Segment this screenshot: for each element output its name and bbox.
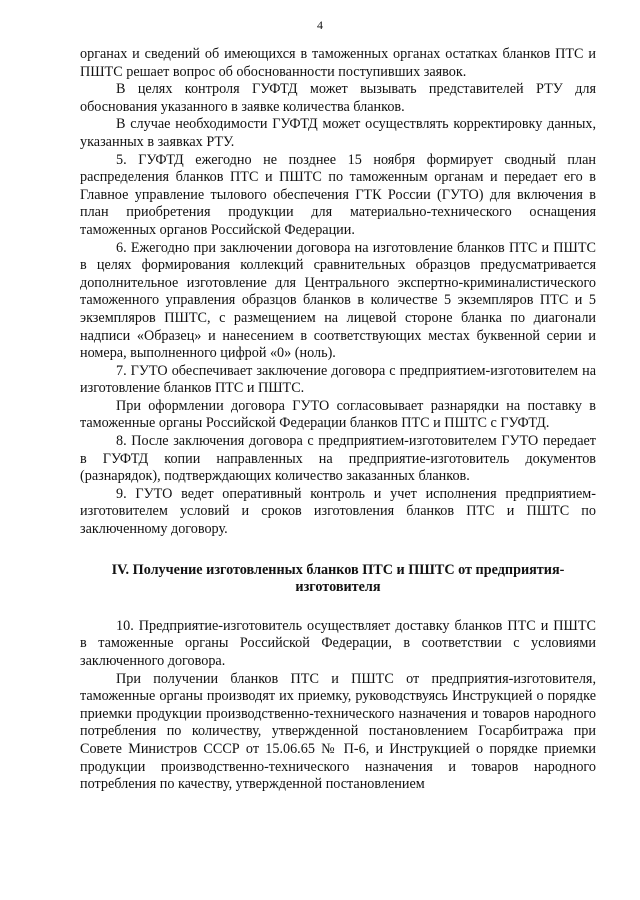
paragraph-item-5: 5. ГУФТД ежегодно не позднее 15 ноября формирует сводный план распределения бланков ПТС и ПШТС по таможенным органам и передает его в Главное управление тылового обеспечения ГТК России (ГУТО) для включения в план приобретения продукции для материально-технического оснащения таможенных органов Российской Федерации. (80, 151, 596, 238)
section-heading: IV. Получение изготовленных бланков ПТС и ПШТС от предприятия-изготовителя (111, 561, 565, 596)
paragraph: В целях контроля ГУФТД может вызывать представителей РТУ для обоснования указанного в заявке количества бланков. (80, 81, 596, 115)
paragraph-item-9: 9. ГУТО ведет оперативный контроль и учет исполнения предприятием-изготовителем условий и сроков изготовления бланков ПТС и ПШТС по заключенному договору. (80, 485, 596, 538)
paragraph-item-6: 6. Ежегодно при заключении договора на изготовление бланков ПТС и ПШТС в целях формирования коллекций сравнительных образцов предусматривается дополнительное изготовление для Центрального экспертно-криминалистического таможенного управления образцов бланков в количестве 5 экземпляров ПТС и 5 экземпляров ПШТС, с размещением на лицевой стороне бланка по диагонали надписи «Образец» и нанесением в соответствующих местах буквенной серии и номера, выполненного цифрой «0» (ноль). (80, 239, 596, 362)
paragraph-item-10: 10. Предприятие-изготовитель осуществляет доставку бланков ПТС и ПШТС в таможенные органы Российской Федерации, в соответствии с условиями заключенного договора. (80, 617, 596, 669)
paragraph: В случае необходимости ГУФТД может осуществлять корректировку данных, указанных в заявках РТУ. (80, 116, 596, 150)
paragraph-continuation: органах и сведений об имеющихся в таможенных органах остатках бланков ПТС и ПШТС решает вопрос об обоснованности поступивших заявок. (80, 46, 596, 80)
paragraph: При получении бланков ПТС и ПШТС от предприятия-изготовителя, таможенные органы производят их приемку, руководствуясь Инструкцией о порядке приемки продукции производственно-технического назначения и товаров народного потребления по количеству, утвержденной постановлением Госарбитража при Совете Министров СССР от 15.06.65 № П-6, и Инструкцией о порядке приемки продукции производственно-технического назначения и товаров народного потребления по качеству, утвержденной постановлением (80, 670, 596, 793)
paragraph-item-7: 7. ГУТО обеспечивает заключение договора с предприятием-изготовителем на изготовление бланков ПТС и ПШТС. (80, 362, 596, 397)
body-text (80, 46, 596, 794)
paragraph-item-8: 8. После заключения договора с предприятием-изготовителем ГУТО передает в ГУФТД копии направленных на предприятие-изготовитель документов (разнарядок), подтверждающих количество заказанных бланков. (80, 433, 596, 485)
page-number: 4 (317, 18, 323, 32)
paragraph: При оформлении договора ГУТО согласовывает разнарядки на поставку в таможенные органы Российской Федерации бланков ПТС и ПШТС с ГУФТД. (80, 397, 596, 432)
